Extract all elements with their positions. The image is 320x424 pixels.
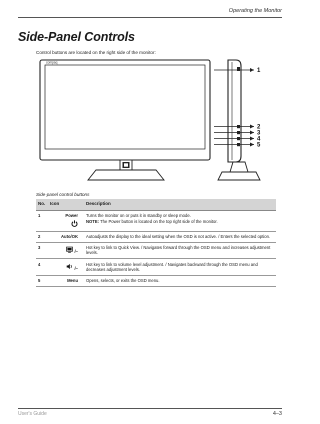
footer-rule <box>18 408 282 409</box>
column-header-icon: Icon <box>48 199 84 210</box>
table-row <box>36 276 276 287</box>
quick-view-icon <box>66 246 73 253</box>
callout-arrow-3 <box>250 131 254 135</box>
intro-text: Control buttons are located on the right side of the monitor: <box>36 50 156 55</box>
row-description: Hot key to link to Quick View. / Navigates forward through the OSD menu and increases adjustment levels. <box>84 242 276 259</box>
brand-mark-inner <box>124 163 128 166</box>
controls-table <box>36 199 276 287</box>
side-stand-neck <box>230 162 248 172</box>
row-description: Opens, selects, or exits the OSD menu. <box>84 276 276 287</box>
table-row <box>36 210 276 231</box>
power-icon <box>71 220 78 227</box>
row-icon-cell <box>48 210 84 231</box>
row-icon-label: /– <box>74 265 78 271</box>
row-icon-cell <box>48 242 84 259</box>
note-text: The Power button is located on the top right side of the monitor. <box>100 218 218 224</box>
table-row <box>36 231 276 242</box>
stand-base <box>88 170 164 180</box>
row-icon-cell <box>48 276 84 287</box>
running-title: Operating the Monitor <box>228 8 282 14</box>
footer-guide-name: User's Guide <box>18 411 47 417</box>
row-note <box>86 219 274 225</box>
row-icon-label: /– <box>74 248 78 254</box>
row-number: 1 <box>36 210 48 231</box>
side-stand-base <box>218 172 260 180</box>
table-row <box>36 259 276 276</box>
row-description: Autoadjusts the display to the ideal setting when the OSD is not active. / Enters the selected option. <box>84 231 276 242</box>
row-icon-cell <box>48 231 84 242</box>
row-description: Turns the monitor on or puts it in standby or sleep mode. <box>86 213 191 219</box>
column-header-description: Description <box>84 199 276 210</box>
monitor-screen <box>45 65 205 149</box>
row-icon-label: Menu <box>67 278 78 284</box>
monitor-figure <box>36 58 276 186</box>
page-number: 4–3 <box>272 411 282 417</box>
callout-number-3: 3 <box>257 130 261 137</box>
callout-number-1: 1 <box>257 68 261 74</box>
note-label: NOTE: <box>86 218 100 224</box>
callout-number-5: 5 <box>257 142 261 149</box>
callout-number-4: 4 <box>257 136 261 143</box>
row-icon-label: Power <box>65 213 78 219</box>
row-number: 3 <box>36 242 48 259</box>
row-description-cell <box>84 210 276 231</box>
monitor-illustration <box>36 58 276 186</box>
column-header-no: No. <box>36 199 48 210</box>
volume-icon <box>66 263 73 270</box>
table-header-row <box>36 199 276 210</box>
row-number: 2 <box>36 231 48 242</box>
callout-arrow-2 <box>250 125 254 129</box>
side-button-power <box>237 67 240 71</box>
table-row <box>36 242 276 259</box>
callout-number-2: 2 <box>257 124 261 131</box>
callout-arrow-4 <box>250 137 254 141</box>
page-title: Side-Panel Controls <box>18 30 135 44</box>
row-number: 4 <box>36 259 48 276</box>
callout-arrow-5 <box>250 143 254 147</box>
monitor-side-profile <box>228 60 241 162</box>
callout-arrow-1 <box>250 68 254 72</box>
row-number: 5 <box>36 276 48 287</box>
row-icon-label: Auto/OK <box>61 233 78 239</box>
figure-caption: Side-panel control buttons <box>36 192 90 197</box>
running-header <box>18 0 282 18</box>
row-description: Hot key to link to volume level adjustment. / Navigates backward through the OSD menu and decreases adjustment levels. <box>84 259 276 276</box>
monitor-logo: compaq <box>46 60 58 65</box>
row-icon-cell <box>48 259 84 276</box>
